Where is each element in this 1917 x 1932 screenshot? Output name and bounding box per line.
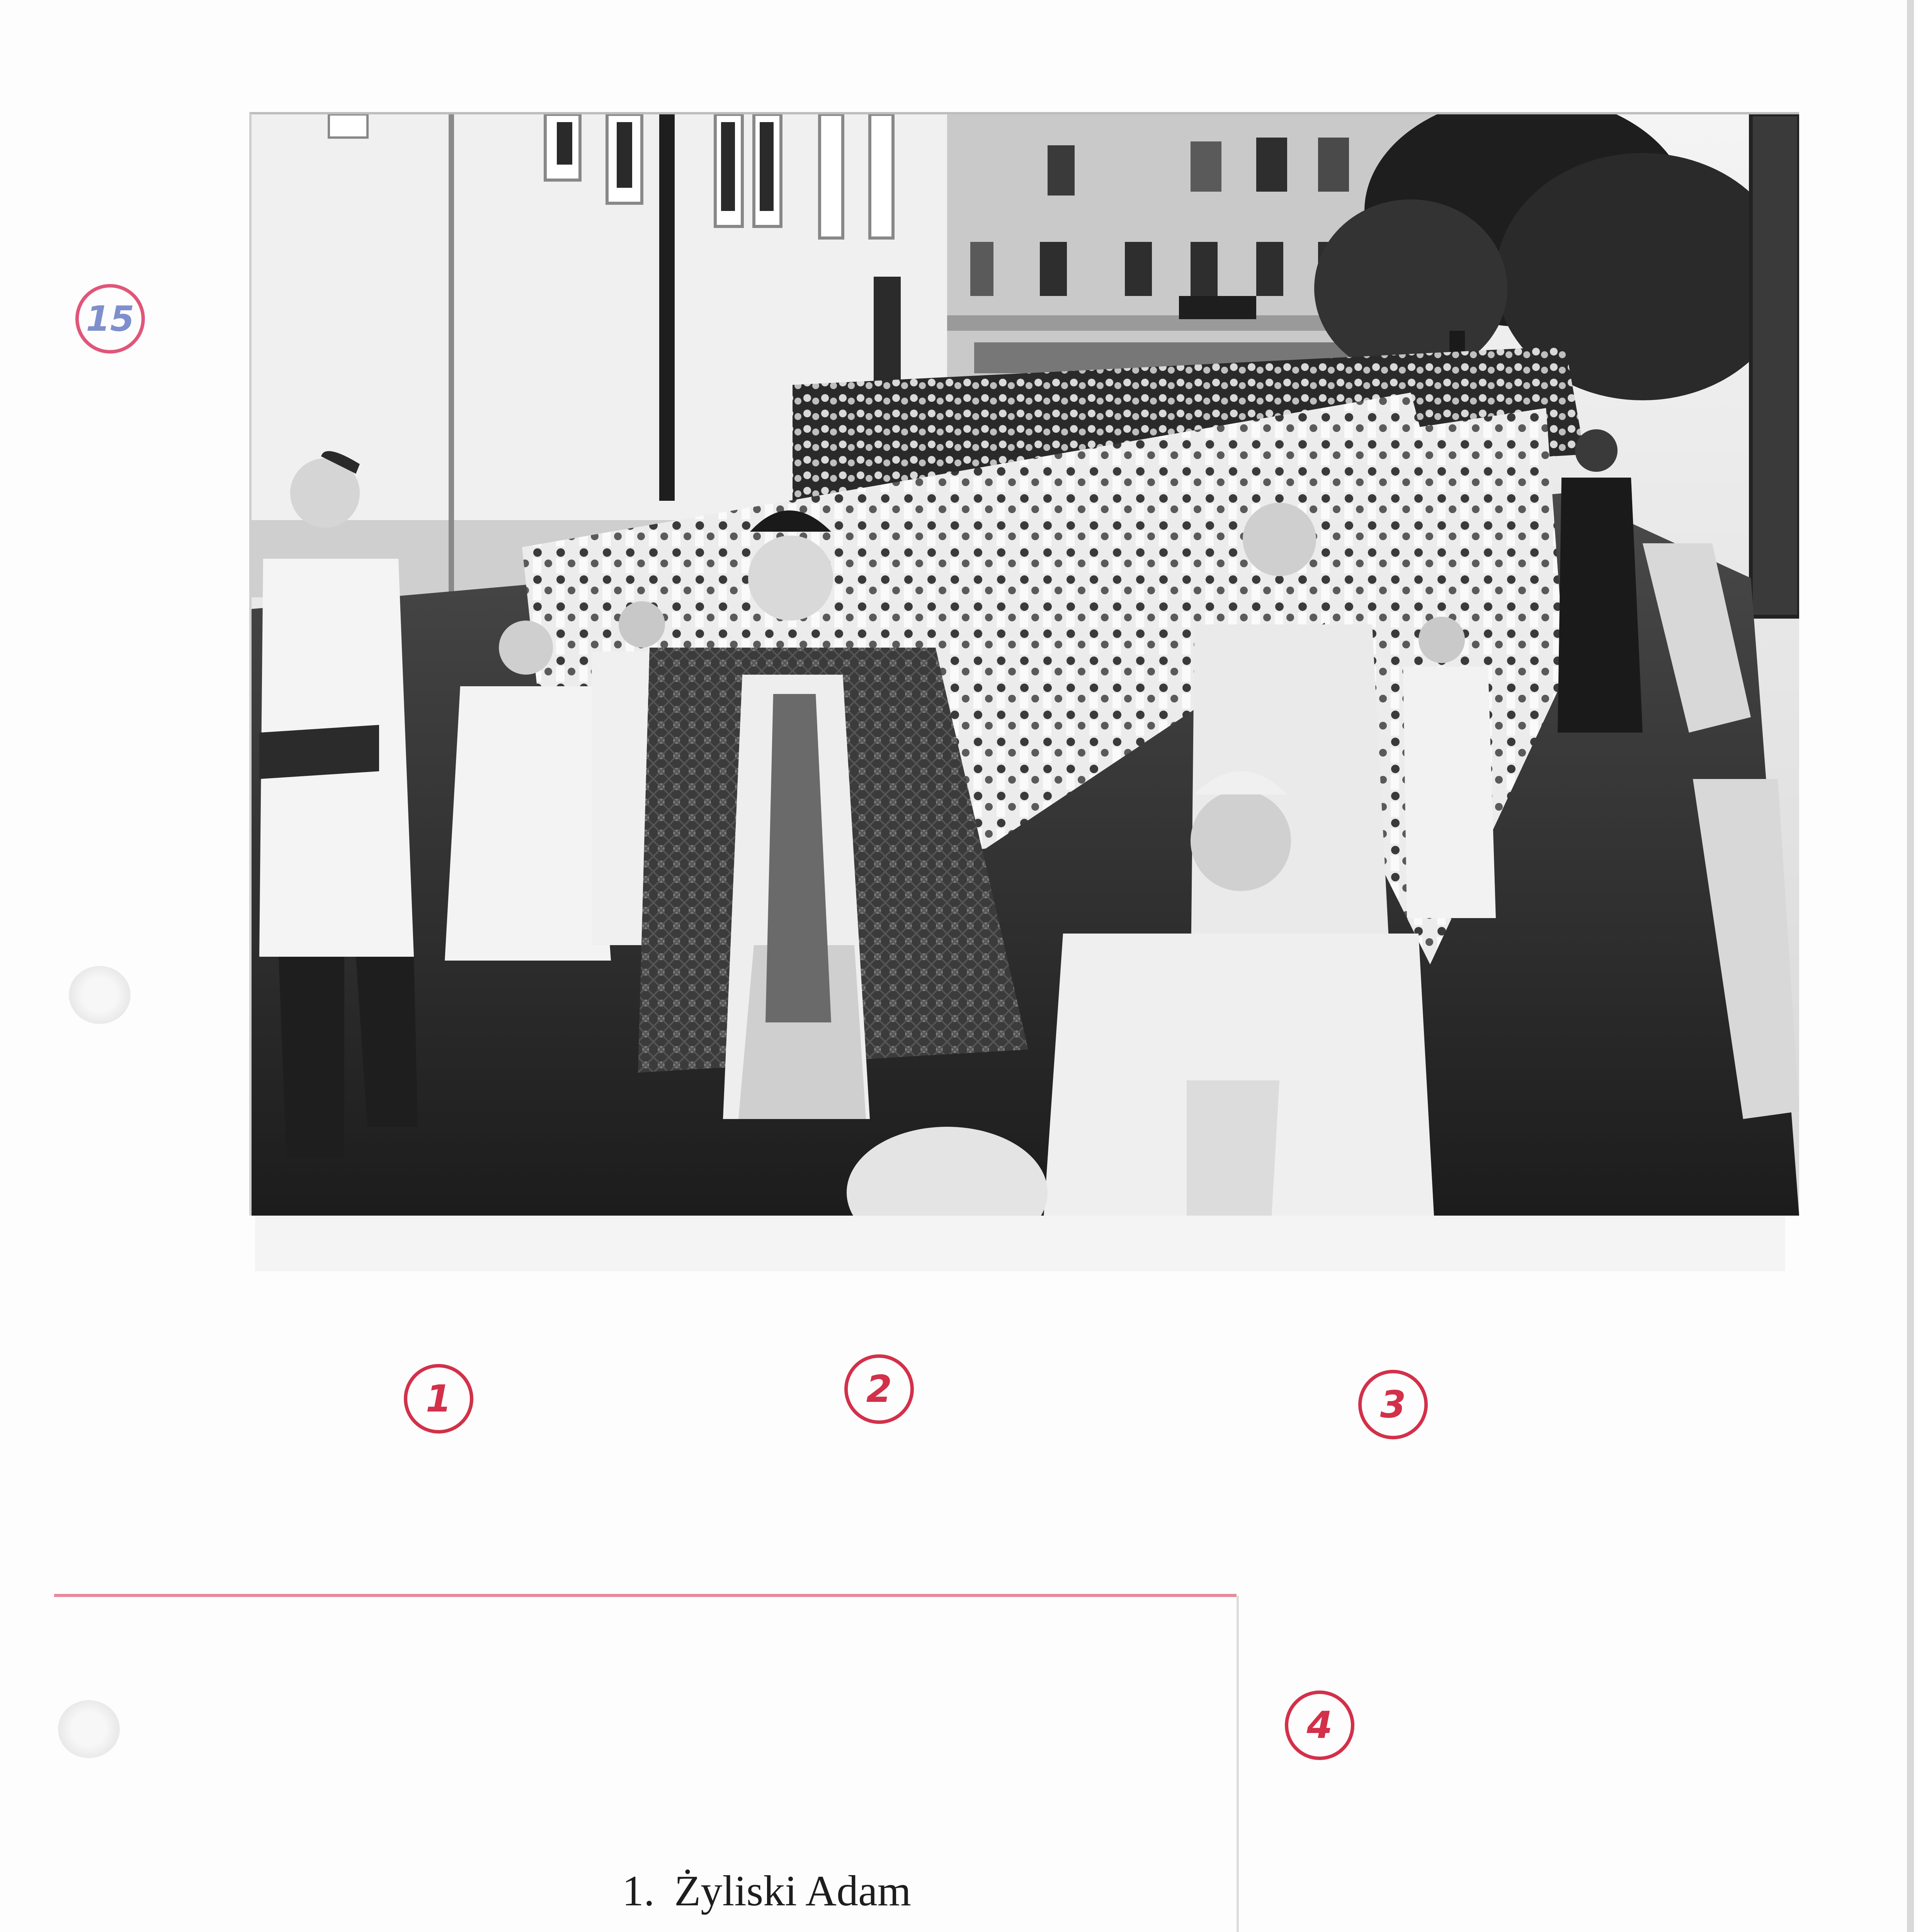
caption-item-2 bbox=[622, 1923, 963, 1932]
caption-number: 1. bbox=[622, 1867, 655, 1915]
marker-3-text: 3 bbox=[1380, 1383, 1406, 1426]
caption-slip-right-edge bbox=[1237, 1596, 1239, 1932]
punch-hole-upper bbox=[69, 966, 131, 1024]
caption-name: Żyliski Adam bbox=[674, 1867, 911, 1915]
marker-3 bbox=[1358, 1370, 1428, 1439]
marker-2 bbox=[844, 1354, 914, 1424]
photo-image bbox=[252, 114, 1799, 1216]
marker-1-text: 1 bbox=[425, 1377, 452, 1420]
marker-1 bbox=[404, 1364, 473, 1434]
marker-2-text: 2 bbox=[866, 1367, 892, 1411]
caption-slip-top-rule bbox=[54, 1594, 1237, 1597]
caption-item-1 bbox=[622, 1859, 963, 1923]
punch-hole-lower bbox=[58, 1700, 120, 1758]
marker-4-text: 4 bbox=[1306, 1704, 1333, 1747]
marker-4 bbox=[1285, 1690, 1354, 1760]
caption-list bbox=[622, 1859, 963, 1932]
caption-number bbox=[622, 1923, 674, 1932]
page-number-text: 15 bbox=[86, 298, 134, 339]
page-edge-shadow bbox=[1907, 0, 1914, 1932]
page-number-mark bbox=[75, 284, 145, 354]
procession-photo bbox=[249, 112, 1799, 1216]
